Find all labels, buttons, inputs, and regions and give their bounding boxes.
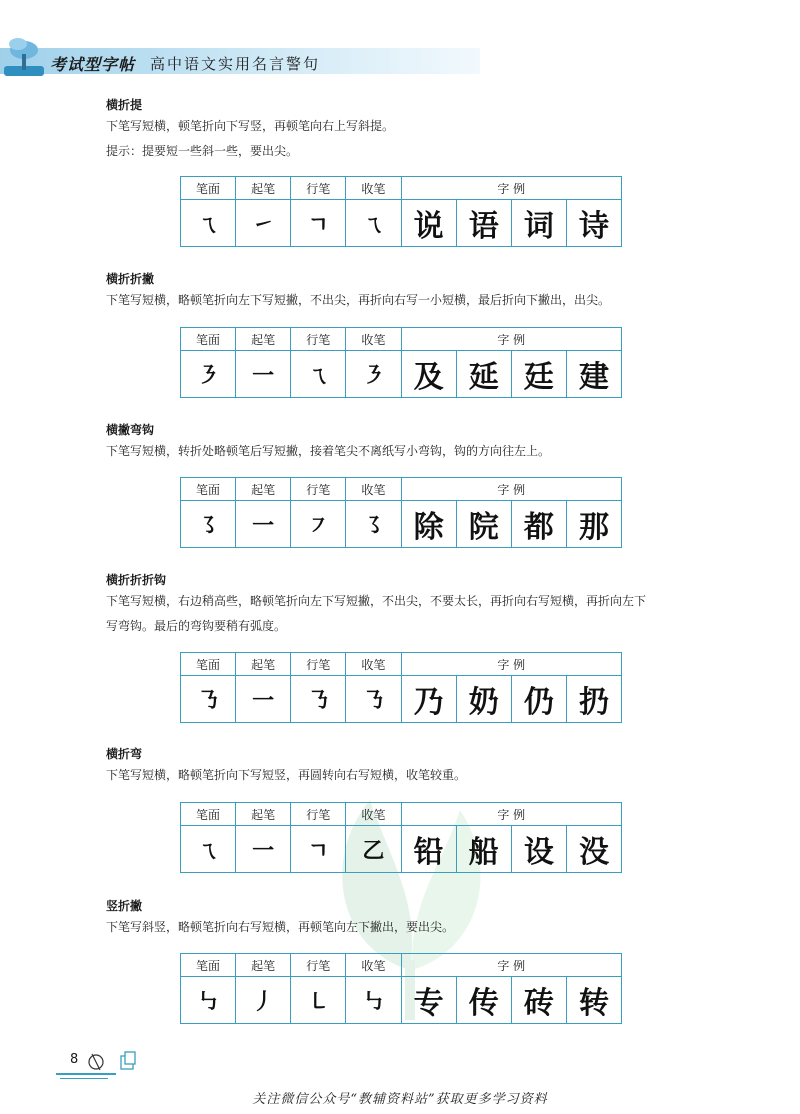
example-char: 没: [566, 826, 621, 873]
header-cell: 起笔: [236, 954, 291, 977]
section-title: 竖折撇: [106, 899, 143, 913]
footer-rule: [60, 1078, 108, 1079]
header-cell-examples: 字 例: [401, 478, 622, 501]
stroke-cell: ㇌: [181, 501, 236, 548]
section-title: 横折折折钩: [106, 573, 167, 587]
section-desc-line: 下笔写短横，略顿笔折向左下写短撇，不出尖，再折向右写一小短横，最后折向下撇出，出尖。: [106, 293, 611, 307]
stroke-cell: ㄟ: [291, 351, 346, 398]
stroke-cell: ㄟ: [346, 200, 401, 247]
header-cell: 行笔: [291, 954, 346, 977]
stroke-table: [180, 327, 622, 398]
stroke-cell: ㄟ: [181, 200, 236, 247]
section-desc-line: 下笔写短横，略顿笔折向下写短竖，再圆转向右写短横，收笔较重。: [106, 768, 467, 782]
promo-text: 关注微信公众号“教辅资料站”获取更多学习资料: [252, 1092, 548, 1107]
example-char: 及: [401, 351, 456, 398]
header-cell: 收笔: [346, 803, 401, 826]
example-char: 扔: [566, 676, 621, 723]
section-title: 横折折撇: [106, 272, 155, 286]
header-cell: 笔面: [181, 653, 236, 676]
header-cell: 笔面: [181, 478, 236, 501]
stroke-cell: ㄟ: [181, 826, 236, 873]
header-cell-examples: 字 例: [401, 328, 622, 351]
stroke-table: [180, 953, 622, 1024]
stroke-cell: ㇉: [346, 977, 401, 1024]
stroke-cell: ㇡: [181, 676, 236, 723]
header-cell: 起笔: [236, 803, 291, 826]
example-char: 建: [566, 351, 621, 398]
header-cell-examples: 字 例: [401, 177, 622, 200]
stroke-cell: ㇌: [346, 501, 401, 548]
footer-rule: [56, 1073, 116, 1075]
stroke-cell: ㇀: [236, 200, 291, 247]
page-header: [0, 44, 480, 76]
header-cell-examples: 字 例: [401, 653, 622, 676]
section-shu-zhe-pie: [106, 897, 746, 940]
header-cell: 笔面: [181, 177, 236, 200]
header-cell: 笔面: [181, 328, 236, 351]
section-heng-pie-wan-gou: [106, 421, 746, 464]
header-cell: 收笔: [346, 328, 401, 351]
stroke-cell: 乙: [346, 826, 401, 873]
page-number: 8: [70, 1052, 79, 1067]
example-char: 除: [401, 501, 456, 548]
compass-icon: [86, 1050, 106, 1072]
example-char: 传: [456, 977, 511, 1024]
example-char: 词: [511, 200, 566, 247]
section-heng-zhe-wan: [106, 745, 746, 788]
header-cell: 行笔: [291, 803, 346, 826]
stroke-table: [180, 477, 622, 548]
example-char: 仍: [511, 676, 566, 723]
example-char: 院: [456, 501, 511, 548]
stroke-cell: 一: [236, 676, 291, 723]
header-cell: 收笔: [346, 177, 401, 200]
example-char: 船: [456, 826, 511, 873]
header-cell: 起笔: [236, 653, 291, 676]
header-cell: 收笔: [346, 653, 401, 676]
stroke-table: [180, 176, 622, 247]
book-icon: [118, 1050, 138, 1072]
section-heng-zhe-zhe-zhe-gou: [106, 571, 746, 639]
stroke-cell: 丿: [236, 977, 291, 1024]
example-char: 铅: [401, 826, 456, 873]
section-heng-zhe-zhe-pie: [106, 270, 746, 313]
header-cell: 行笔: [291, 653, 346, 676]
brand-title: 考试型字帖: [50, 55, 136, 74]
example-char: 说: [401, 200, 456, 247]
header-cell: 收笔: [346, 478, 401, 501]
example-char: 都: [511, 501, 566, 548]
section-heng-zhe-ti: [106, 96, 746, 164]
section-desc-line: 下笔写短横，右边稍高些，略顿笔折向左下写短撇，不出尖，不要太长，再折向右写短横，再折向左下: [106, 594, 647, 608]
section-desc-line: 提示：提要短一些斜一些，要出尖。: [106, 144, 299, 158]
example-char: 那: [566, 501, 621, 548]
stroke-cell: ㇋: [346, 351, 401, 398]
stroke-cell: 一: [236, 826, 291, 873]
example-char: 设: [511, 826, 566, 873]
stroke-cell: ㇡: [291, 676, 346, 723]
header-cell: 行笔: [291, 328, 346, 351]
section-desc-line: 下笔写短横，顿笔折向下写竖，再顿笔向右上写斜提。: [106, 119, 395, 133]
header-subtitle: 高中语文实用名言警句: [150, 55, 321, 73]
section-title: 横折弯: [106, 747, 143, 761]
section-desc-line: 下笔写短横，转折处略顿笔后写短撇，接着笔尖不离纸写小弯钩，钩的方向往左上。: [106, 444, 551, 458]
example-char: 奶: [456, 676, 511, 723]
example-char: 诗: [566, 200, 621, 247]
example-char: 专: [401, 977, 456, 1024]
stroke-table: [180, 652, 622, 723]
stroke-cell: ㇄: [291, 977, 346, 1024]
header-cell-examples: 字 例: [401, 954, 622, 977]
example-char: 转: [566, 977, 621, 1024]
header-cell: 收笔: [346, 954, 401, 977]
tree-logo-icon: [4, 36, 44, 80]
stroke-cell: ㇋: [181, 351, 236, 398]
stroke-cell: 一: [236, 501, 291, 548]
example-char: 延: [456, 351, 511, 398]
example-char: 乃: [401, 676, 456, 723]
header-cell: 笔面: [181, 954, 236, 977]
stroke-cell: 一: [236, 351, 291, 398]
header-cell: 行笔: [291, 177, 346, 200]
section-desc-line: 下笔写斜竖，略顿笔折向右写短横，再顿笔向左下撇出，要出尖。: [106, 920, 455, 934]
stroke-table: [180, 802, 622, 873]
header-cell: 起笔: [236, 328, 291, 351]
stroke-cell: ㇉: [181, 977, 236, 1024]
header-cell: 笔面: [181, 803, 236, 826]
stroke-cell: ㄱ: [291, 826, 346, 873]
stroke-cell: ㇇: [291, 501, 346, 548]
example-char: 廷: [511, 351, 566, 398]
header-cell: 行笔: [291, 478, 346, 501]
example-char: 砖: [511, 977, 566, 1024]
header-cell: 起笔: [236, 177, 291, 200]
section-title: 横折提: [106, 98, 143, 112]
section-desc-line: 写弯钩。最后的弯钩要稍有弧度。: [106, 619, 287, 633]
section-title: 横撇弯钩: [106, 423, 155, 437]
stroke-cell: ㄱ: [291, 200, 346, 247]
header-cell: 起笔: [236, 478, 291, 501]
stroke-cell: ㇡: [346, 676, 401, 723]
header-cell-examples: 字 例: [401, 803, 622, 826]
example-char: 语: [456, 200, 511, 247]
